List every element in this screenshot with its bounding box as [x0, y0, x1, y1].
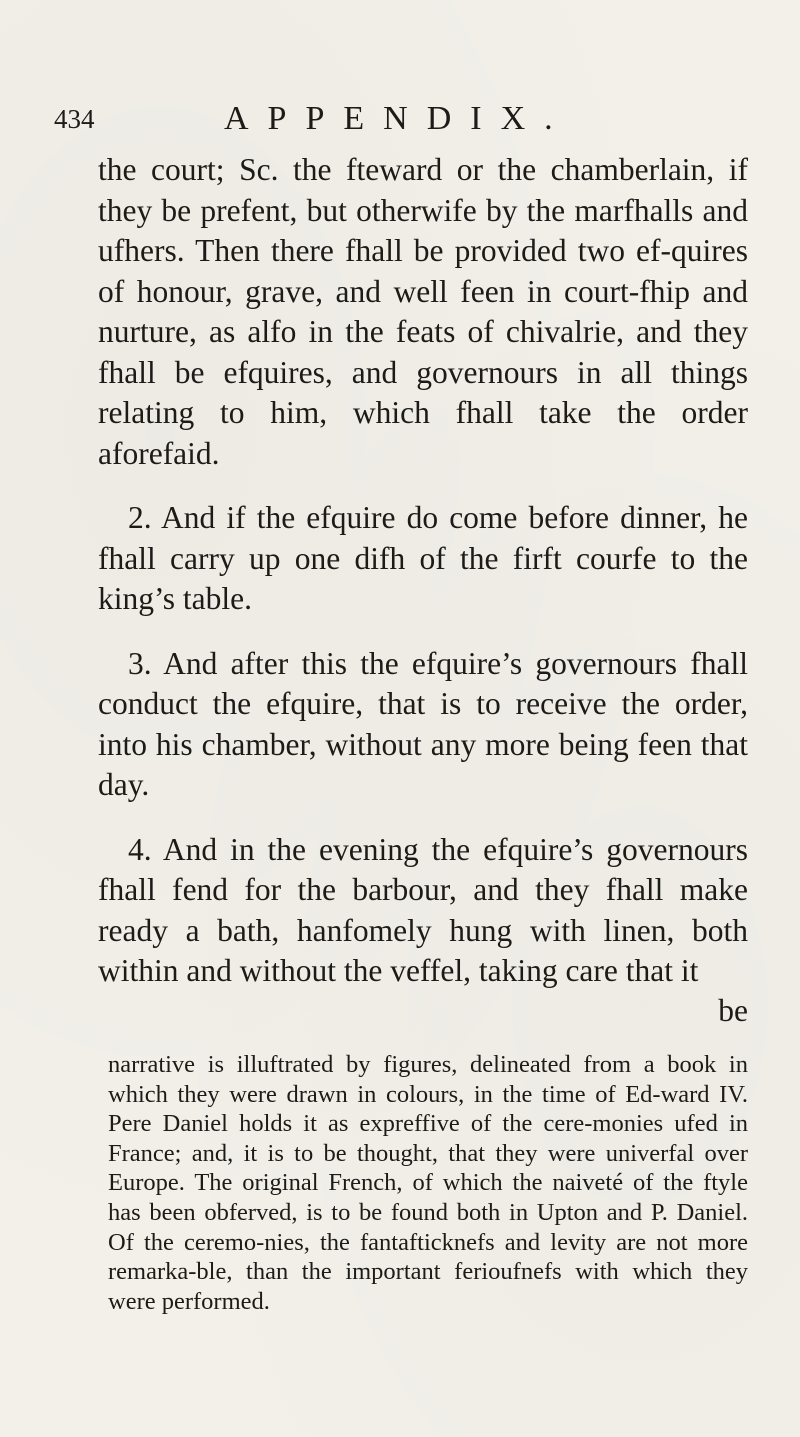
catchword: be [718, 993, 748, 1028]
paragraph-2: 2. And if the efquire do come before dinner, he fhall carry up one difh of the firft courfe to the king’s table. [98, 500, 748, 616]
paragraph-continuation: the court; Sc. the fteward or the chamberlain, if they be prefent, but otherwife by the marfhalls and ufhers. Then there fhall be provided two ef-quires of honour, grave, and well feen in court-fhip and nurture, as alfo in the feats of chivalrie, and they fhall be efquires, and governours in all things relating to him, which fhall take the order aforefaid. [98, 152, 748, 471]
footnote-text: narrative is illuftrated by figures, delineated from a book in which they were drawn in colours, in the time of Ed-ward IV. Pere Daniel holds it as expreffive of the cere-monies ufed in France; and, it is to be thought, that they were univerfal over Europe. The original French, of which the naiveté of the ftyle has been obferved, is to be found both in Upton and P. Daniel. Of the ceremo-nies, the fantafticknefs and levity are not more remarka-ble, than the important ferioufnefs with which they were performed. [108, 1051, 748, 1315]
main-text [98, 150, 748, 992]
paragraph-4: 4. And in the evening the efquire’s governours fhall fend for the barbour, and they fhall make ready a bath, hanfomely hung with linen, both within and without the veffel, taking care that it [98, 831, 748, 988]
page-header [48, 100, 768, 140]
paragraph-3: 3. And after this the efquire’s governours fhall conduct the efquire, that is to receive the order, into his chamber, without any more being feen that day. [98, 645, 748, 802]
page-number: 434 [54, 104, 95, 134]
running-head: APPENDIX. [224, 100, 572, 137]
footnote [108, 1050, 748, 1316]
